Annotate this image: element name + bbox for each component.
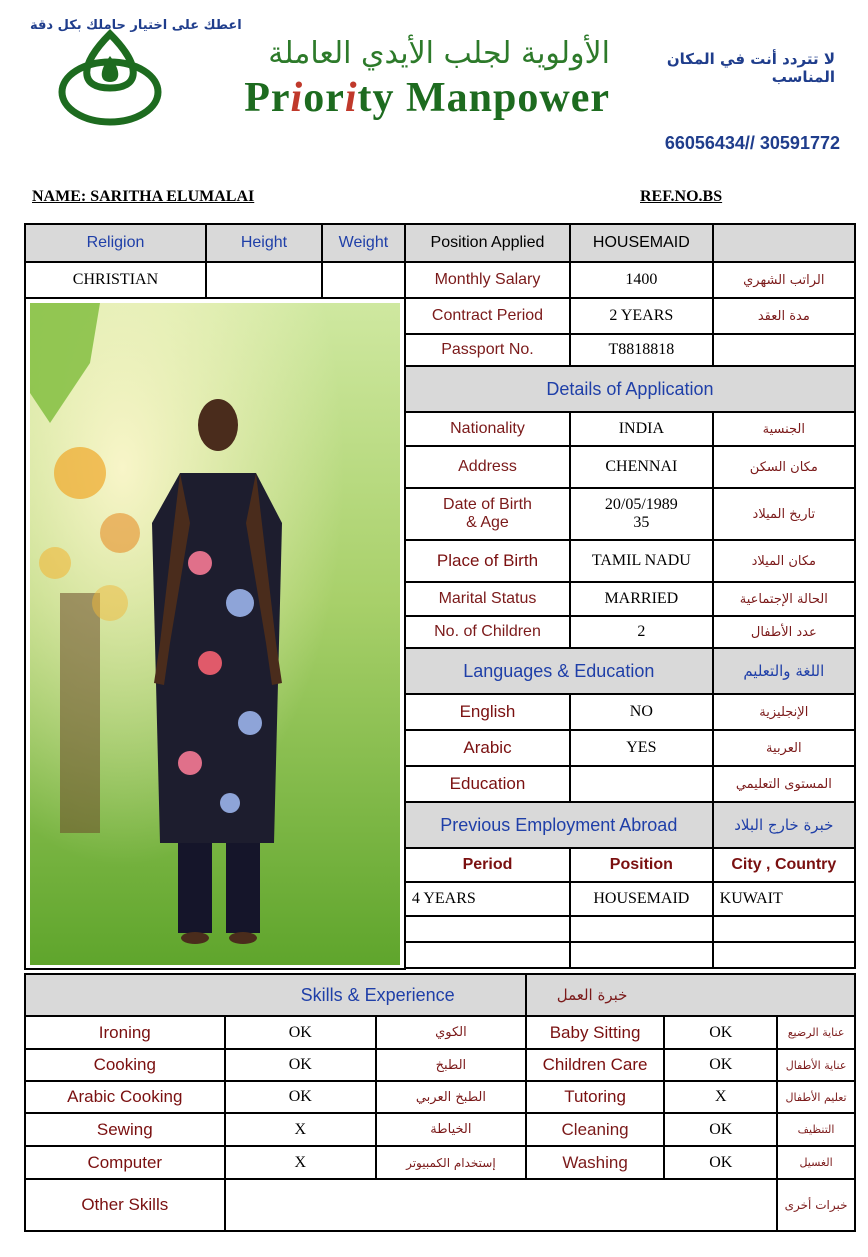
- employment-position: [570, 942, 713, 968]
- arabic-arabic: العربية: [713, 730, 855, 766]
- employment-section-title-arabic: خبرة خارج البلاد: [713, 802, 855, 848]
- table-row: [25, 1113, 855, 1146]
- employment-position: [570, 916, 713, 942]
- skill-label: Sewing: [25, 1113, 225, 1146]
- pob-value: TAMIL NADU: [570, 540, 713, 582]
- skill-label: Ironing: [25, 1016, 225, 1049]
- company-emblem-icon: [50, 26, 170, 131]
- skills-section-title: Skills & Experience: [25, 974, 526, 1016]
- candidate-photo-cell: [25, 298, 405, 969]
- skill-arabic: تعليم الأطفال: [777, 1081, 855, 1113]
- position-applied-blank: [713, 224, 855, 262]
- skill-label: Arabic Cooking: [25, 1081, 225, 1113]
- candidate-name: NAME: SARITHA ELUMALAI: [32, 188, 255, 205]
- skill-label: Cleaning: [526, 1113, 665, 1146]
- position-applied-label: Position Applied: [405, 224, 570, 262]
- children-value: 2: [570, 616, 713, 648]
- skill-value: OK: [664, 1016, 777, 1049]
- employment-period: [405, 942, 570, 968]
- education-label: Education: [405, 766, 570, 802]
- skill-value: X: [225, 1146, 377, 1179]
- skill-arabic: الغسيل: [777, 1146, 855, 1179]
- company-name-arabic: الأولوية لجلب الأيدي العاملة: [268, 36, 610, 71]
- languages-section-title-arabic: اللغة والتعليم: [713, 648, 855, 694]
- employment-position: HOUSEMAID: [570, 882, 713, 916]
- skill-arabic: عناية الرضيع: [777, 1016, 855, 1049]
- skill-label: Computer: [25, 1146, 225, 1179]
- address-arabic: مكان السكن: [713, 446, 855, 488]
- phone-numbers: 66056434// 30591772: [664, 133, 840, 153]
- passport-value: T8818818: [570, 334, 713, 366]
- marital-arabic: الحالة الإجتماعية: [713, 582, 855, 616]
- skill-arabic: الطبخ العربي: [376, 1081, 526, 1113]
- nationality-label: Nationality: [405, 412, 570, 446]
- application-table: [24, 223, 856, 970]
- address-label: Address: [405, 446, 570, 488]
- details-section-title: Details of Application: [405, 366, 855, 412]
- skill-label: Children Care: [526, 1049, 665, 1081]
- table-row: [25, 1081, 855, 1113]
- skill-arabic: إستخدام الكمبيوتر: [376, 1146, 526, 1179]
- english-label: English: [405, 694, 570, 730]
- dob-value: 20/05/1989 35: [570, 488, 713, 540]
- skill-value: OK: [225, 1081, 377, 1113]
- table-row: [25, 1016, 855, 1049]
- nationality-arabic: الجنسية: [713, 412, 855, 446]
- passport-label: Passport No.: [405, 334, 570, 366]
- skill-value: X: [664, 1081, 777, 1113]
- skill-arabic: التنظيف: [777, 1113, 855, 1146]
- religion-header: Religion: [25, 224, 206, 262]
- children-label: No. of Children: [405, 616, 570, 648]
- skills-section-title-arabic: خبرة العمل: [526, 974, 855, 1016]
- header-top-arabic-text: اعطك على اختيار حاملك بكل دقة: [30, 18, 242, 33]
- employment-city: KUWAIT: [713, 882, 855, 916]
- skill-value: OK: [664, 1113, 777, 1146]
- skill-label: Cooking: [25, 1049, 225, 1081]
- skill-value: OK: [664, 1146, 777, 1179]
- height-header: Height: [206, 224, 322, 262]
- religion-value: CHRISTIAN: [25, 262, 206, 298]
- skill-label: Washing: [526, 1146, 665, 1179]
- weight-value: [322, 262, 405, 298]
- employment-city: [713, 916, 855, 942]
- children-arabic: عدد الأطفال: [713, 616, 855, 648]
- employment-col-position: Position: [570, 848, 713, 882]
- table-row: [25, 1146, 855, 1179]
- weight-header: Weight: [322, 224, 405, 262]
- english-value: NO: [570, 694, 713, 730]
- employment-section-title: Previous Employment Abroad: [405, 802, 713, 848]
- contract-period-value: 2 YEARS: [570, 298, 713, 334]
- passport-arabic: [713, 334, 855, 366]
- other-skills-label: Other Skills: [25, 1179, 225, 1231]
- skill-label: Tutoring: [526, 1081, 665, 1113]
- arabic-value: YES: [570, 730, 713, 766]
- english-arabic: الإنجليزية: [713, 694, 855, 730]
- other-skills-value: [225, 1179, 778, 1231]
- monthly-salary-arabic: الراتب الشهري: [713, 262, 855, 298]
- skill-value: OK: [225, 1049, 377, 1081]
- skill-value: X: [225, 1113, 377, 1146]
- employment-col-city: City , Country: [713, 848, 855, 882]
- pob-label: Place of Birth: [405, 540, 570, 582]
- dob-label: Date of Birth & Age: [405, 488, 570, 540]
- employment-col-period: Period: [405, 848, 570, 882]
- employment-period: 4 YEARS: [405, 882, 570, 916]
- marital-label: Marital Status: [405, 582, 570, 616]
- skill-arabic: الكوي: [376, 1016, 526, 1049]
- contract-period-label: Contract Period: [405, 298, 570, 334]
- reference-number: REF.NO.BS: [640, 188, 723, 205]
- candidate-photo: [30, 303, 400, 965]
- education-arabic: المستوى التعليمي: [713, 766, 855, 802]
- company-name-english: Priority Manpower: [244, 75, 610, 121]
- employment-period: [405, 916, 570, 942]
- skill-arabic: الطبخ: [376, 1049, 526, 1081]
- skills-table: [24, 973, 856, 1232]
- skill-label: Baby Sitting: [526, 1016, 665, 1049]
- marital-value: MARRIED: [570, 582, 713, 616]
- other-skills-arabic: خبرات أخرى: [777, 1179, 855, 1231]
- skill-arabic: الخياطة: [376, 1113, 526, 1146]
- position-applied-value: HOUSEMAID: [570, 224, 713, 262]
- contract-period-arabic: مدة العقد: [713, 298, 855, 334]
- table-row: [25, 1179, 855, 1231]
- skill-value: OK: [664, 1049, 777, 1081]
- nationality-value: INDIA: [570, 412, 713, 446]
- skill-arabic: عناية الأطفال: [777, 1049, 855, 1081]
- address-value: CHENNAI: [570, 446, 713, 488]
- height-value: [206, 262, 322, 298]
- arabic-label: Arabic: [405, 730, 570, 766]
- dob-arabic: تاريخ الميلاد: [713, 488, 855, 540]
- employment-city: [713, 942, 855, 968]
- education-value: [570, 766, 713, 802]
- monthly-salary-value: 1400: [570, 262, 713, 298]
- table-row: [25, 1049, 855, 1081]
- skill-value: OK: [225, 1016, 377, 1049]
- pob-arabic: مكان الميلاد: [713, 540, 855, 582]
- monthly-salary-label: Monthly Salary: [405, 262, 570, 298]
- slogan-arabic: لا تتردد أنت في المكان المناسب: [666, 50, 835, 86]
- languages-section-title: Languages & Education: [405, 648, 713, 694]
